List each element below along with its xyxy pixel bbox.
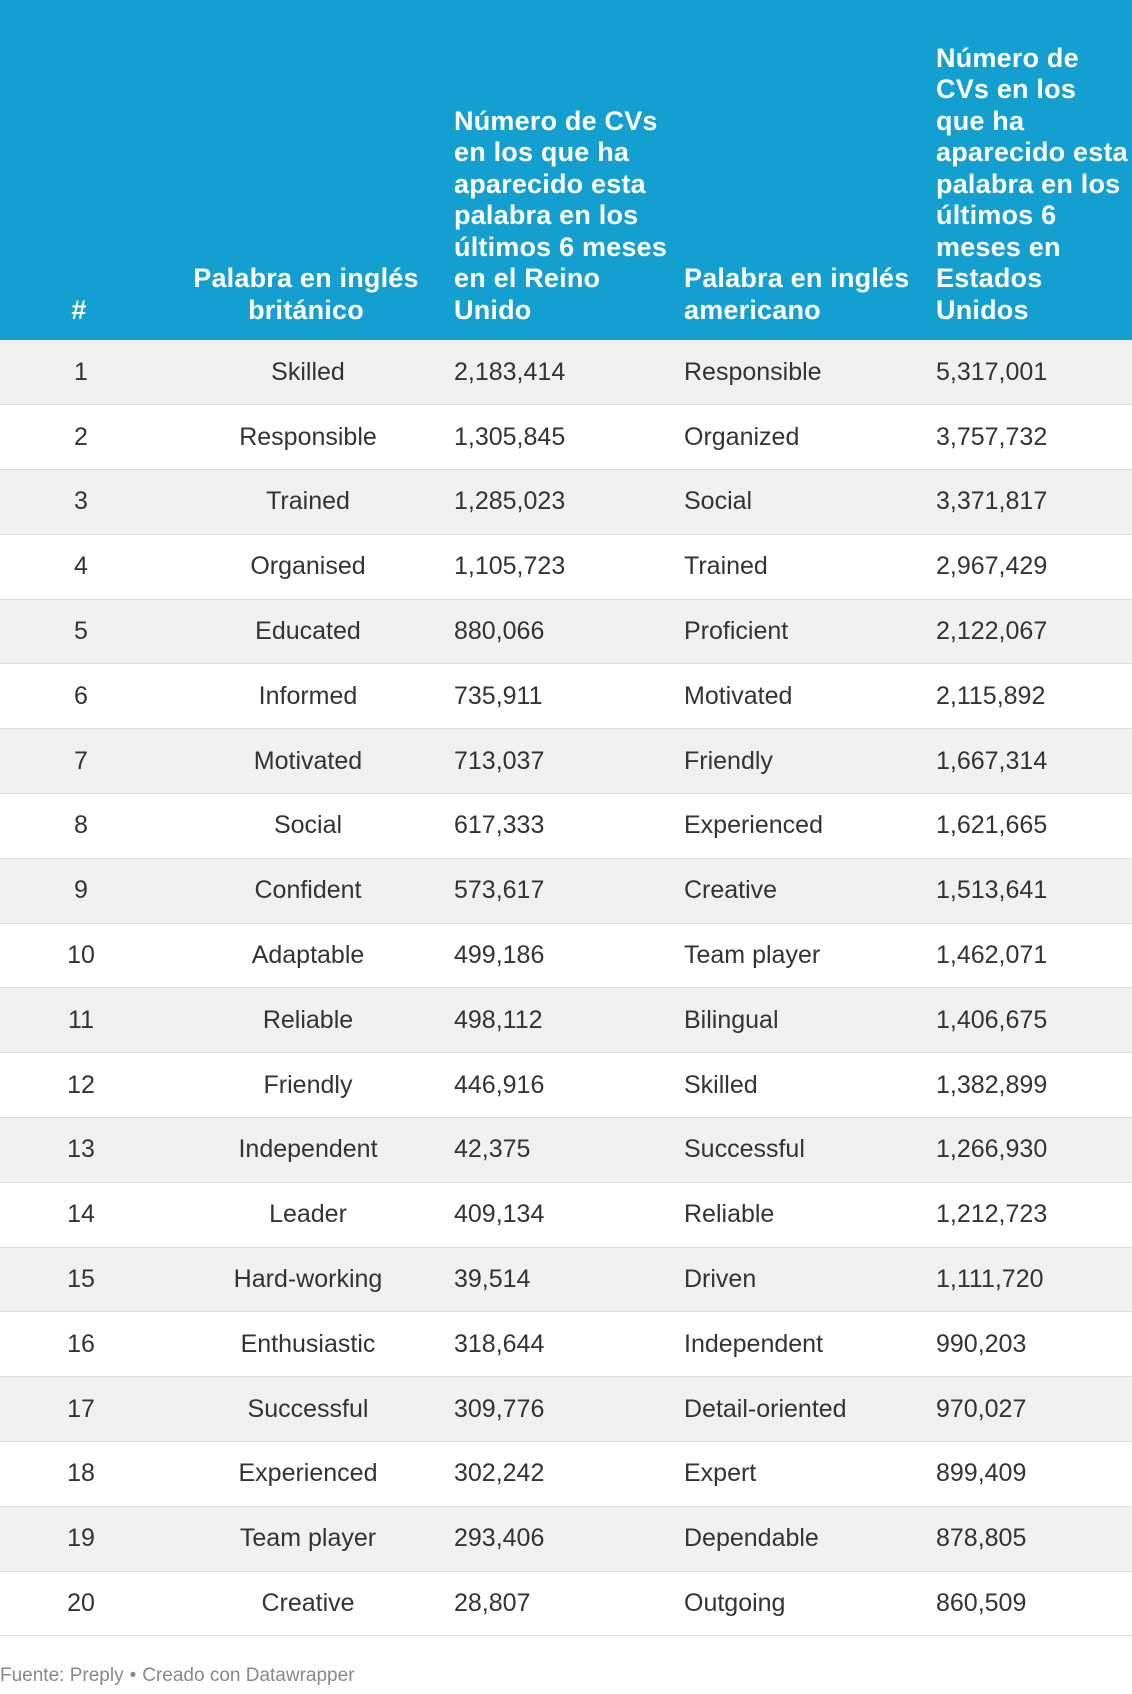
uk-count-cell: 409,134 bbox=[454, 1182, 684, 1247]
uk-count-cell: 498,112 bbox=[454, 988, 684, 1053]
uk-count-cell: 39,514 bbox=[454, 1247, 684, 1312]
us-word-cell: Trained bbox=[684, 534, 936, 599]
rank-cell: 15 bbox=[0, 1247, 162, 1312]
rank-cell: 16 bbox=[0, 1312, 162, 1377]
rank-cell: 5 bbox=[0, 599, 162, 664]
uk-count-cell: 880,066 bbox=[454, 599, 684, 664]
us-count-cell: 970,027 bbox=[936, 1377, 1132, 1442]
uk-count-cell: 1,105,723 bbox=[454, 534, 684, 599]
table-row bbox=[0, 1312, 1132, 1377]
table-row bbox=[0, 340, 1132, 405]
table-row bbox=[0, 1247, 1132, 1312]
rank-cell: 7 bbox=[0, 729, 162, 794]
table-row bbox=[0, 729, 1132, 794]
us-count-cell: 3,371,817 bbox=[936, 470, 1132, 535]
us-word-cell: Detail-oriented bbox=[684, 1377, 936, 1442]
uk-word-cell: Experienced bbox=[162, 1442, 454, 1507]
us-count-cell: 3,757,732 bbox=[936, 405, 1132, 470]
us-count-cell: 860,509 bbox=[936, 1571, 1132, 1636]
uk-word-cell: Team player bbox=[162, 1506, 454, 1571]
us-count-cell: 1,111,720 bbox=[936, 1247, 1132, 1312]
rank-cell: 12 bbox=[0, 1053, 162, 1118]
uk-count-cell: 735,911 bbox=[454, 664, 684, 729]
table-row bbox=[0, 470, 1132, 535]
rank-cell: 4 bbox=[0, 534, 162, 599]
uk-word-cell: Friendly bbox=[162, 1053, 454, 1118]
column-header-us-count[interactable]: Número de CVs en los que ha aparecido esta palabra en los últimos 6 meses en Estados Unidos bbox=[936, 0, 1132, 340]
uk-count-cell: 302,242 bbox=[454, 1442, 684, 1507]
uk-word-cell: Successful bbox=[162, 1377, 454, 1442]
uk-word-cell: Organised bbox=[162, 534, 454, 599]
uk-word-cell: Hard-working bbox=[162, 1247, 454, 1312]
us-word-cell: Organized bbox=[684, 405, 936, 470]
uk-count-cell: 318,644 bbox=[454, 1312, 684, 1377]
uk-word-cell: Enthusiastic bbox=[162, 1312, 454, 1377]
uk-word-cell: Creative bbox=[162, 1571, 454, 1636]
us-count-cell: 5,317,001 bbox=[936, 340, 1132, 405]
table-header bbox=[0, 0, 1132, 340]
table-body bbox=[0, 340, 1132, 1636]
rank-cell: 1 bbox=[0, 340, 162, 405]
uk-count-cell: 446,916 bbox=[454, 1053, 684, 1118]
us-count-cell: 1,382,899 bbox=[936, 1053, 1132, 1118]
table-row bbox=[0, 794, 1132, 859]
column-header-uk-word[interactable]: Palabra en inglés británico bbox=[162, 0, 454, 340]
table-row bbox=[0, 1053, 1132, 1118]
uk-count-cell: 1,305,845 bbox=[454, 405, 684, 470]
us-count-cell: 1,406,675 bbox=[936, 988, 1132, 1053]
us-word-cell: Bilingual bbox=[684, 988, 936, 1053]
uk-count-cell: 293,406 bbox=[454, 1506, 684, 1571]
rank-cell: 19 bbox=[0, 1506, 162, 1571]
rank-cell: 2 bbox=[0, 405, 162, 470]
table-row bbox=[0, 858, 1132, 923]
table-row bbox=[0, 1377, 1132, 1442]
rank-cell: 10 bbox=[0, 923, 162, 988]
footer-separator: • bbox=[129, 1665, 137, 1686]
rank-cell: 17 bbox=[0, 1377, 162, 1442]
us-word-cell: Independent bbox=[684, 1312, 936, 1377]
us-word-cell: Expert bbox=[684, 1442, 936, 1507]
uk-word-cell: Skilled bbox=[162, 340, 454, 405]
uk-word-cell: Leader bbox=[162, 1182, 454, 1247]
table-row bbox=[0, 1506, 1132, 1571]
us-word-cell: Experienced bbox=[684, 794, 936, 859]
us-word-cell: Proficient bbox=[684, 599, 936, 664]
us-word-cell: Friendly bbox=[684, 729, 936, 794]
us-count-cell: 1,266,930 bbox=[936, 1118, 1132, 1183]
uk-count-cell: 42,375 bbox=[454, 1118, 684, 1183]
table-row bbox=[0, 1571, 1132, 1636]
us-count-cell: 2,115,892 bbox=[936, 664, 1132, 729]
us-word-cell: Responsible bbox=[684, 340, 936, 405]
table-row bbox=[0, 1118, 1132, 1183]
us-count-cell: 2,967,429 bbox=[936, 534, 1132, 599]
us-count-cell: 1,667,314 bbox=[936, 729, 1132, 794]
us-count-cell: 1,212,723 bbox=[936, 1182, 1132, 1247]
rank-cell: 18 bbox=[0, 1442, 162, 1507]
us-word-cell: Creative bbox=[684, 858, 936, 923]
us-count-cell: 1,513,641 bbox=[936, 858, 1132, 923]
credit-link[interactable]: Creado con Datawrapper bbox=[142, 1665, 355, 1686]
table-row bbox=[0, 405, 1132, 470]
uk-count-cell: 2,183,414 bbox=[454, 340, 684, 405]
us-word-cell: Reliable bbox=[684, 1182, 936, 1247]
rank-cell: 14 bbox=[0, 1182, 162, 1247]
uk-count-cell: 713,037 bbox=[454, 729, 684, 794]
uk-count-cell: 28,807 bbox=[454, 1571, 684, 1636]
us-word-cell: Outgoing bbox=[684, 1571, 936, 1636]
table-row bbox=[0, 599, 1132, 664]
chart-footer bbox=[0, 1665, 355, 1687]
us-count-cell: 2,122,067 bbox=[936, 599, 1132, 664]
header-row bbox=[0, 0, 1132, 340]
us-word-cell: Team player bbox=[684, 923, 936, 988]
uk-count-cell: 499,186 bbox=[454, 923, 684, 988]
us-word-cell: Social bbox=[684, 470, 936, 535]
rank-cell: 9 bbox=[0, 858, 162, 923]
rank-cell: 13 bbox=[0, 1118, 162, 1183]
column-header-us-word[interactable]: Palabra en inglés americano bbox=[684, 0, 936, 340]
rank-cell: 20 bbox=[0, 1571, 162, 1636]
us-word-cell: Motivated bbox=[684, 664, 936, 729]
uk-count-cell: 617,333 bbox=[454, 794, 684, 859]
table-row bbox=[0, 988, 1132, 1053]
uk-word-cell: Informed bbox=[162, 664, 454, 729]
rank-cell: 6 bbox=[0, 664, 162, 729]
uk-word-cell: Educated bbox=[162, 599, 454, 664]
uk-word-cell: Confident bbox=[162, 858, 454, 923]
uk-count-cell: 1,285,023 bbox=[454, 470, 684, 535]
us-count-cell: 1,621,665 bbox=[936, 794, 1132, 859]
uk-word-cell: Adaptable bbox=[162, 923, 454, 988]
us-word-cell: Successful bbox=[684, 1118, 936, 1183]
table-row bbox=[0, 664, 1132, 729]
table-row bbox=[0, 534, 1132, 599]
uk-count-cell: 309,776 bbox=[454, 1377, 684, 1442]
uk-word-cell: Independent bbox=[162, 1118, 454, 1183]
rank-cell: 8 bbox=[0, 794, 162, 859]
column-header-rank[interactable]: # bbox=[0, 0, 162, 340]
us-count-cell: 878,805 bbox=[936, 1506, 1132, 1571]
us-count-cell: 899,409 bbox=[936, 1442, 1132, 1507]
column-header-uk-count[interactable]: Número de CVs en los que ha aparecido esta palabra en los últimos 6 meses en el Reino Unido bbox=[454, 0, 684, 340]
table-row bbox=[0, 1182, 1132, 1247]
uk-word-cell: Responsible bbox=[162, 405, 454, 470]
us-word-cell: Driven bbox=[684, 1247, 936, 1312]
uk-count-cell: 573,617 bbox=[454, 858, 684, 923]
table-row bbox=[0, 923, 1132, 988]
table-row bbox=[0, 1442, 1132, 1507]
uk-word-cell: Motivated bbox=[162, 729, 454, 794]
uk-word-cell: Reliable bbox=[162, 988, 454, 1053]
uk-word-cell: Trained bbox=[162, 470, 454, 535]
us-count-cell: 1,462,071 bbox=[936, 923, 1132, 988]
uk-word-cell: Social bbox=[162, 794, 454, 859]
rank-cell: 3 bbox=[0, 470, 162, 535]
us-word-cell: Skilled bbox=[684, 1053, 936, 1118]
us-word-cell: Dependable bbox=[684, 1506, 936, 1571]
rank-cell: 11 bbox=[0, 988, 162, 1053]
us-count-cell: 990,203 bbox=[936, 1312, 1132, 1377]
source-text: Fuente: Preply bbox=[0, 1665, 124, 1686]
